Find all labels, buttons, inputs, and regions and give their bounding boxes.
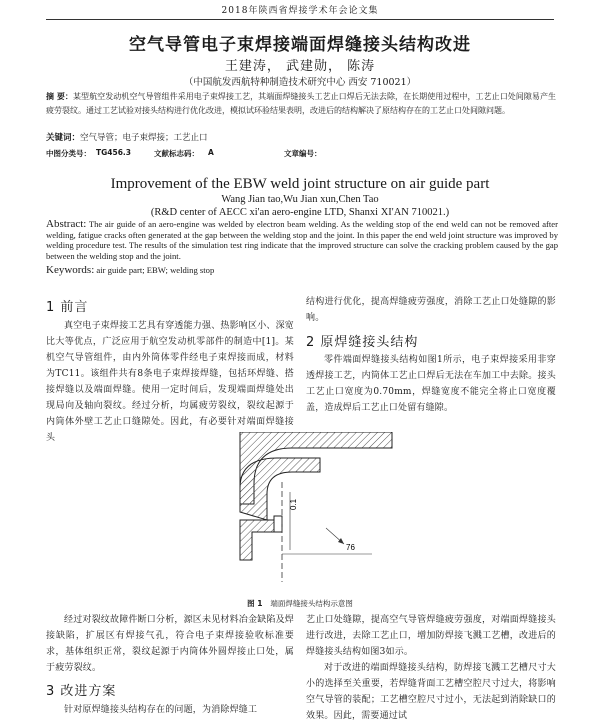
depth-dimension-label: 76 bbox=[346, 543, 355, 552]
article-number-label: 文章编号： bbox=[284, 149, 322, 158]
keywords-en-text: air guide part; EBW; welding stop bbox=[94, 265, 215, 275]
depth-arrowhead bbox=[338, 538, 344, 544]
figure-1-caption-label: 图 1 bbox=[247, 599, 263, 608]
keywords-cn bbox=[46, 131, 556, 143]
section-2-paragraph-2: 艺止口处缝隙，提高空气导管焊缝疲劳强度，对端面焊缝接头进行改进，去除工艺止口，增加防焊接飞溅工艺槽，改进后的焊缝接头结构如图3如示。 bbox=[306, 615, 556, 657]
affiliation-cn: （中国航发西航特种制造技术研究中心 西安 710021） bbox=[183, 77, 417, 88]
section-1-paragraph-2: 经过对裂纹故障件断口分析，源区未见材料冶金缺陷及焊接缺陷，扩展区有焊接气孔，符合电子束焊接验收标准要求，基体组织正常，裂纹起源于内筒体外圆焊接止口处，属于疲劳裂纹。 bbox=[46, 615, 295, 673]
abstract-en bbox=[46, 219, 558, 261]
running-head: 2018年陕西省焊接学术年会论文集 bbox=[46, 3, 554, 20]
section-2-paragraph-1: 零件端面焊缝接头结构如图1所示，电子束焊接采用非穿透焊接工艺，内筒体工艺止口焊后无法在车加工中去除。接头工艺止口宽度为0.70mm，焊缝宽度不能完全将止口宽度覆盖，造成焊后工艺止口处留有缝隙。 bbox=[306, 355, 556, 413]
authors-en: Wang Jian tao,Wu Jian xun,Chen Tao bbox=[221, 194, 379, 205]
figure-1-caption-text: 端面焊缝接头结构示意图 bbox=[270, 599, 353, 608]
abstract-cn-label: 摘 要： bbox=[46, 92, 73, 101]
cylinder-body bbox=[240, 520, 278, 560]
section-2-paragraph-3: 对于改进的端面焊缝接头结构，防焊接飞溅工艺槽尺寸大小的选择至关重要，若焊缝背面工艺槽空腔尺寸过大，将影响空气导管的装配；工艺槽空腔尺寸过小，无法起到消除缺口的效果。因此，需要通过试 bbox=[306, 663, 556, 721]
abstract-cn bbox=[46, 90, 556, 118]
paper-title-cn: 空气导管电子束焊接端面焊缝接头结构改进 bbox=[129, 35, 471, 55]
weld-seam bbox=[274, 516, 282, 532]
section-1-heading: 1 前言 bbox=[46, 300, 89, 315]
section-1-paragraph-1: 真空电子束焊接工艺具有穿透能力强、热影响区小、深宽比大等优点，广泛应用于航空发动机零部件的制造中[1]。某机空气导管组件，由内外筒体零件经电子束焊接而成，材料为TC11。该组件共有8条电子束焊接焊缝，包括环焊缝、搭接焊缝以及端面焊缝。使用一定时间后，发现端面焊缝处出现局向及轴向裂纹。经过分析，均属疲劳裂纹，裂纹起源于内筒体外壁工艺止口缝隙处。因此，有必要针对端面焊缝接头 bbox=[46, 321, 295, 443]
figure-1 bbox=[222, 432, 402, 597]
gap-dimension-label: 0.1 bbox=[289, 498, 298, 510]
authors-cn: 王建涛， 武建勋， 陈涛 bbox=[224, 59, 376, 74]
section-2-heading: 2 原焊缝接头结构 bbox=[306, 335, 419, 350]
section-3-paragraph-1: 针对原焊缝接头结构存在的问题，为消除焊缝工 bbox=[64, 705, 258, 715]
weld-joint-diagram bbox=[222, 432, 402, 597]
keywords-cn-label: 关键词： bbox=[46, 133, 81, 143]
clc-value: TG456.3 bbox=[96, 148, 131, 157]
inner-band bbox=[240, 458, 320, 520]
keywords-en-label: Keywords: bbox=[46, 264, 95, 276]
doc-code-label: 文献标志码： bbox=[154, 149, 199, 158]
affiliation-en: (R&D center of AECC xi'an aero-engine LTD, Shanxi XI'AN 710021.) bbox=[150, 207, 450, 218]
abstract-cn-text: 某型航空发动机空气导管组件采用电子束焊接工艺，其端面焊缝接头工艺止口焊后无法去除，在长期使用过程中，工艺止口处间隙易产生疲劳裂纹。通过工艺试验对接头结构进行优化改进，模拟试环验结果表明，改进后的结构解决了原结构存在的工艺止口处间隙问题。 bbox=[46, 92, 556, 115]
doc-code-value: A bbox=[208, 148, 214, 157]
keywords-en bbox=[46, 264, 558, 276]
abstract-en-label: Abstract: bbox=[46, 218, 87, 230]
section-1-continuation: 结构进行优化，提高焊缝疲劳强度，消除工艺止口处缝隙的影响。 bbox=[306, 297, 556, 323]
keywords-cn-text: 空气导管；电子束焊接；工艺止口 bbox=[80, 133, 208, 143]
abstract-en-text: The air guide of an aero-engine was welded by electron beam welding. As the welding stop of the end weld can not be removed after welding, fatigue cracks often generated at the gap between the welding stop and the joint. In this paper the end weld joint structure was improved by welding procedure test. The results of the simulation test ring indicate that the improved structure can solve the cracking problem caused by the gap between the welding stop and the joint. bbox=[46, 219, 558, 261]
paper-title-en: Improvement of the EBW weld joint structure on air guide part bbox=[110, 176, 490, 192]
clc-label: 中图分类号： bbox=[46, 149, 91, 158]
figure-1-caption bbox=[0, 598, 600, 609]
section-3-heading: 3 改进方案 bbox=[46, 684, 117, 699]
